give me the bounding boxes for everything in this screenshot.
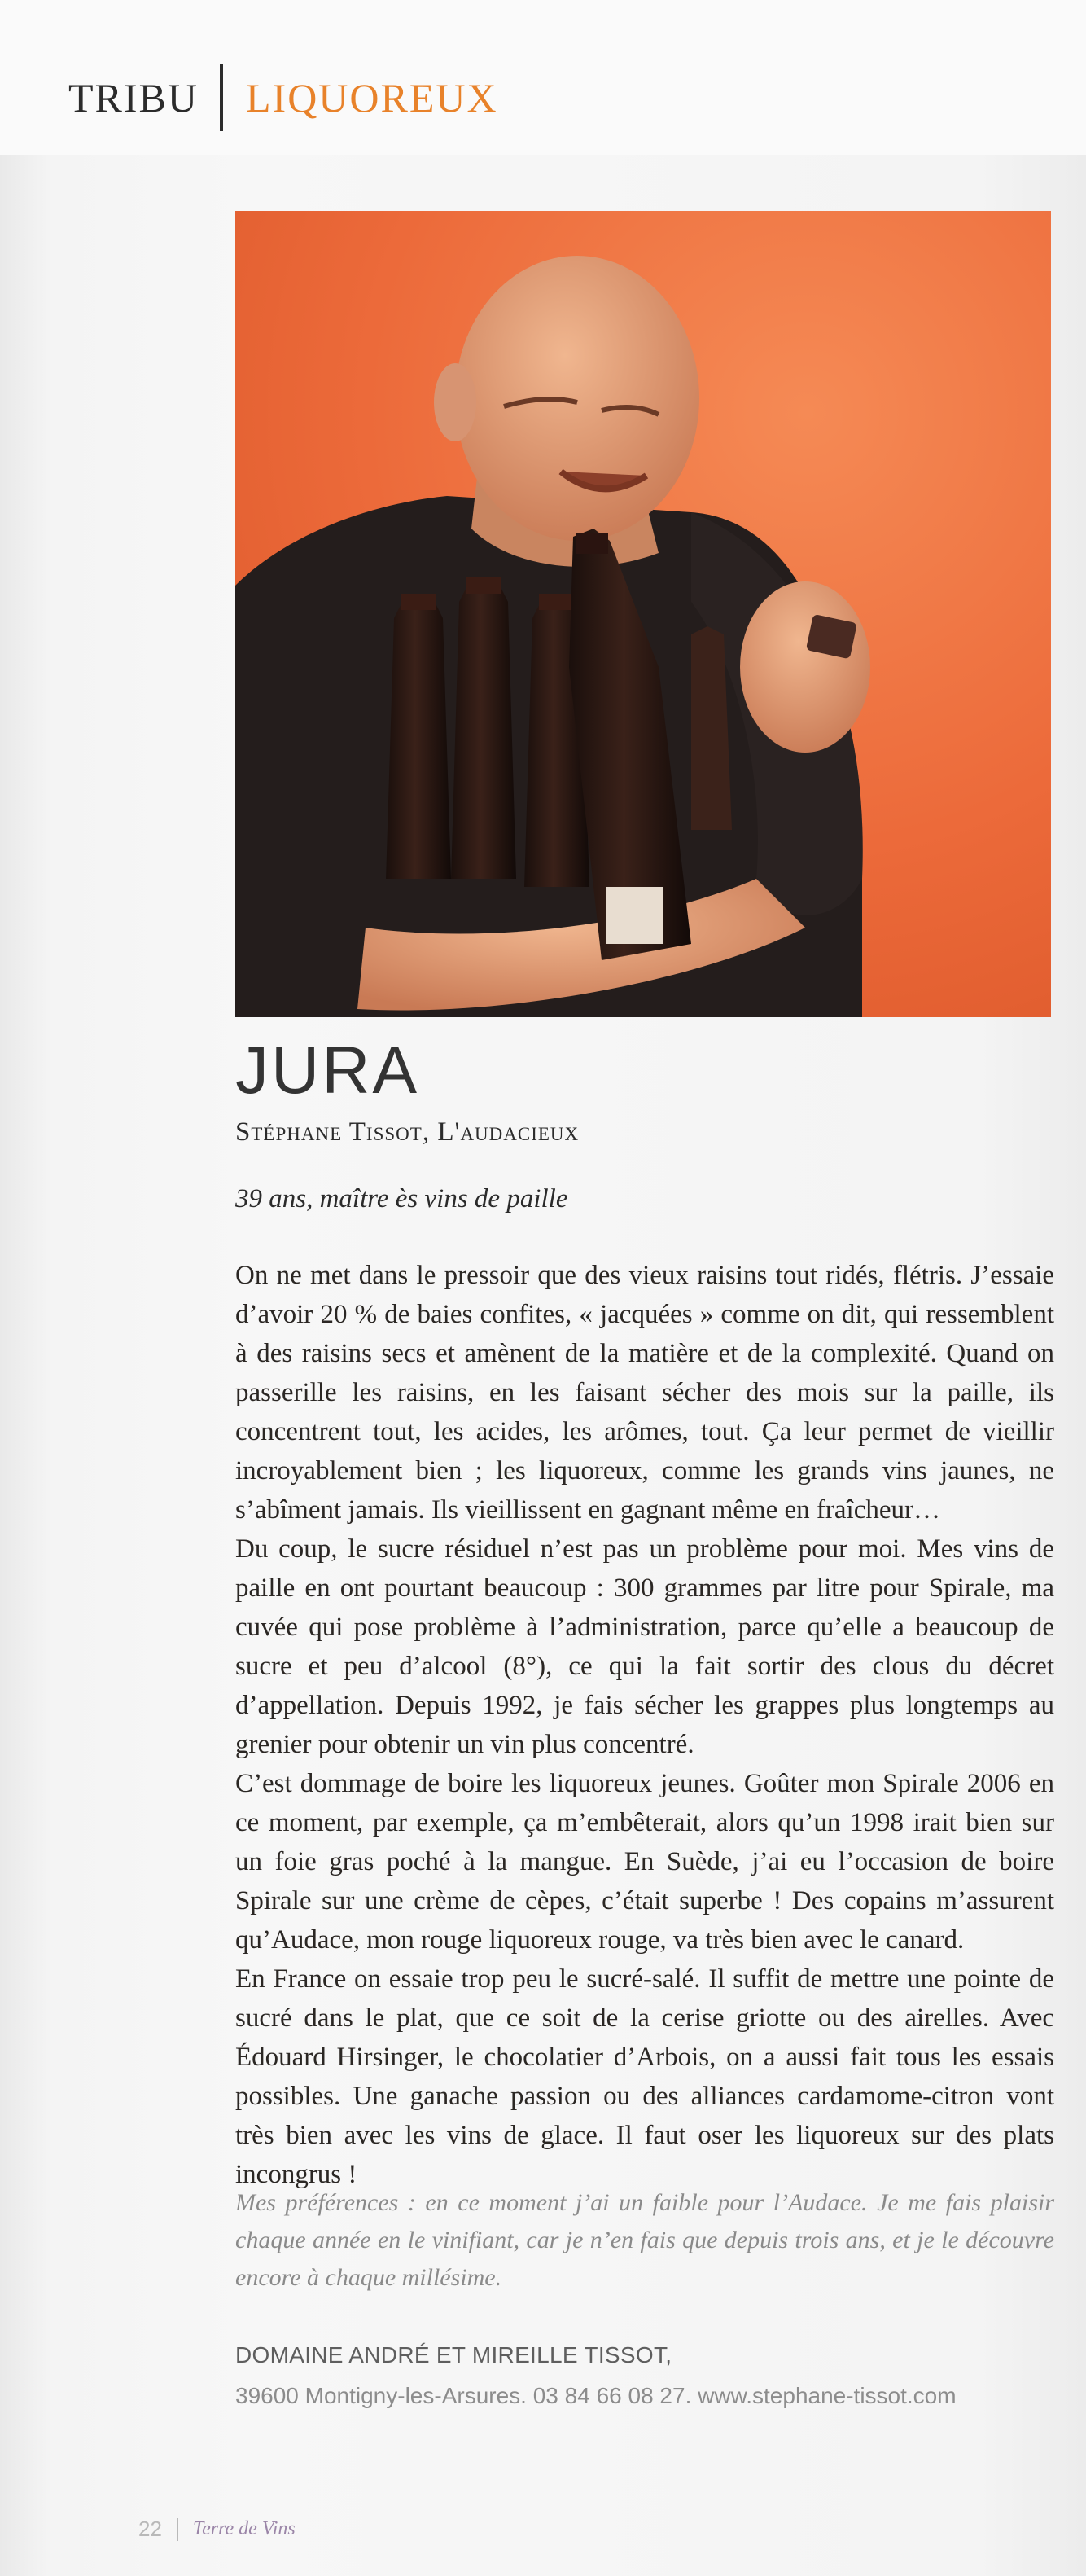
header-section: LIQUOREUX [246,75,498,121]
header-divider [220,64,223,131]
preferences-note: Mes préférences : en ce moment j’ai un faible pour l’Audace. Je me fais plaisir chaque année en le vinifiant, car je n’en fais que depuis trois ans, et je le découvre encore à chaque millésime. [235,2189,1054,2291]
head [455,256,699,541]
footer-divider [177,2518,178,2541]
producer-name: Stéphane Tissot, L'audacieux [235,1117,580,1147]
paragraph: En France on essaie trop peu le sucré-salé. Il suffit de mettre une pointe de sucré dans le plat, que ce soit de la cerise griotte ou des airelles. Avec Édouard Hirsinger, le chocolatier d’Arbois, on a aussi fait tous les essais possibles. Une ganache passion ou des alliances cardamome-citron vont très bien avec les vins de glace. Il faut oser les liquoreux sur des plats incongrus ! [235,1964,1054,2189]
magazine-logo: Terre de Vins [192,2518,296,2539]
portrait-photo [235,211,1051,1017]
domain-name: DOMAINE ANDRÉ ET MIREILLE TISSOT, [235,2342,672,2368]
ear [434,363,476,441]
article-body [235,1256,1054,2194]
producer-tagline: 39 ans, maître ès vins de paille [235,1184,568,1213]
page-number: 22 [138,2517,162,2541]
section-header [68,65,498,130]
paragraph: C’est dommage de boire les liquoreux jeunes. Goûter mon Spirale 2006 en ce moment, par exemple, ça m’embêterait, alors qu’un 1998 irait bien sur un foie gras poché à la mangue. En Suède, j’ai eu l’occasion de boire Spirale sur une crème de cèpes, c’était superbe ! Des copains m’assurent qu’Audace, mon rouge liquoreux rouge, va très bien avec le canard. [235,1769,1054,1955]
paragraph: Du coup, le sucre résiduel n’est pas un problème pour moi. Mes vins de paille en ont pourtant beaucoup : 300 grammes par litre pour Spirale, ma cuvée qui pose problème à l’administration, parce qu’elle a beaucoup de sucre et peu d’alcool (8°), ce qui la fait sortir des clous du décret d’appellation. Depuis 1992, je fais sécher les grappes plus longtemps au grenier pour obtenir un vin plus concentré. [235,1534,1054,1759]
domain-address: 39600 Montigny-les-Arsures. 03 84 66 08 27. www.stephane-tissot.com [235,2383,957,2408]
raised-hand [740,581,870,753]
region-title: JURA [235,1033,420,1108]
page-footer [138,2517,296,2542]
header-tribu: TRIBU [68,75,199,121]
paragraph: On ne met dans le pressoir que des vieux raisins tout ridés, flétris. J’essaie d’avoir 20 % de baies confites, « jacquées » comme on dit, qui ressemblent à des raisins secs et amènent de la matière et de la complexité. Quand on passerille les raisins, en les faisant sécher des mois sur la paille, ils concentrent tout, les acides, les arômes, tout. Ça leur permet de vieillir incroyablement bien ; les liquoreux, comme les grands vins jaunes, ne s’abîment jamais. Ils vieillissent en gagnant même en fraîcheur… [235,1261,1054,1525]
